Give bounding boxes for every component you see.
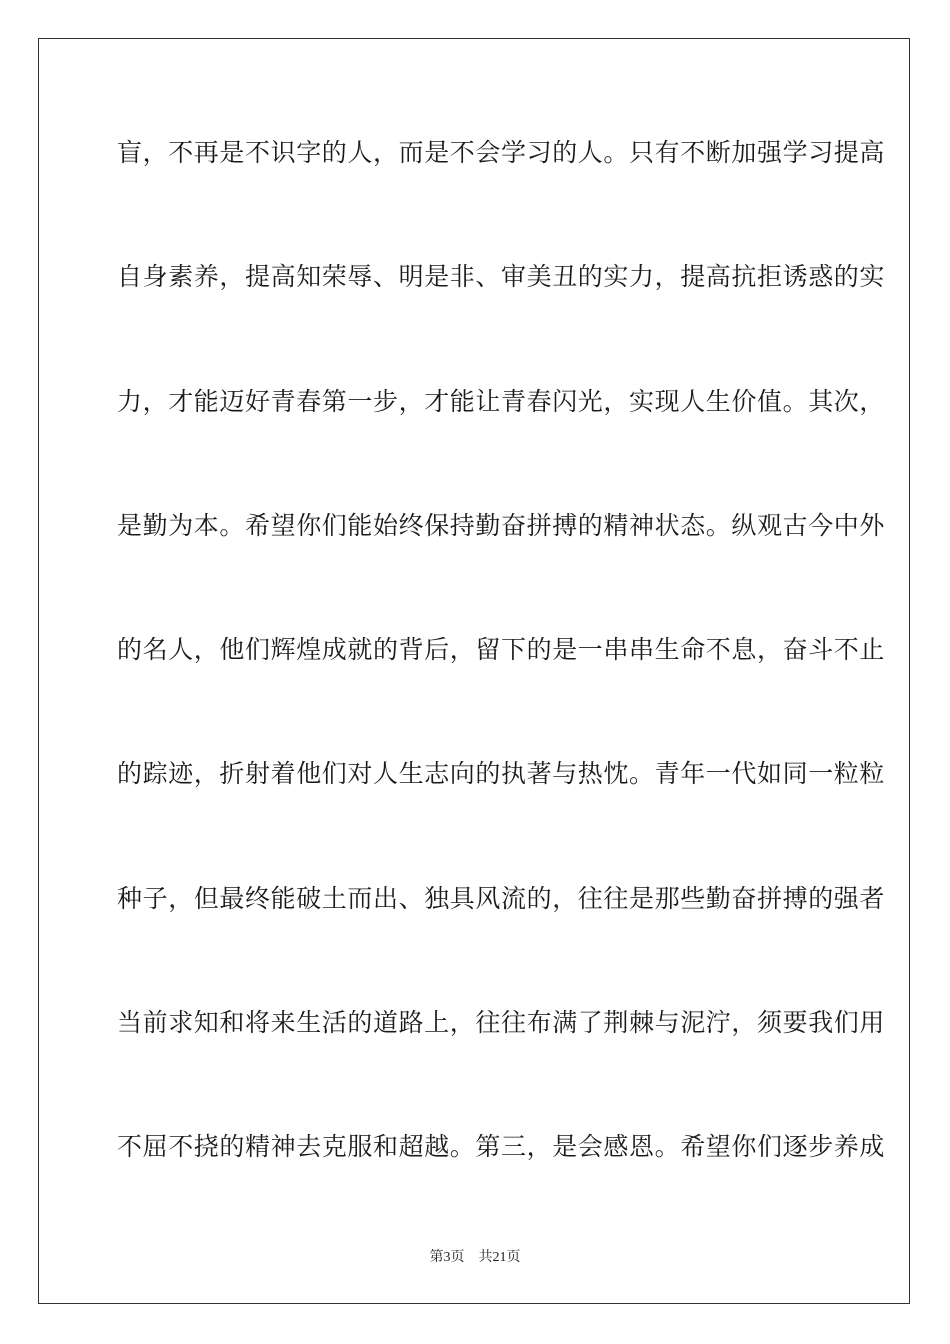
page-footer — [0, 1246, 950, 1266]
text-line-2: 自身素养，提高知荣辱、明是非、审美丑的实力，提高抗拒诱惑的实 — [117, 262, 886, 292]
text-line-7: 种子，但最终能破土而出、独具风流的，往往是那些勤奋拼搏的强者 — [117, 883, 886, 913]
page-number-current: 第3页 — [429, 1250, 465, 1265]
text-line-1: 盲，不再是不识字的人，而是不会学习的人。只有不断加强学习提高 — [117, 138, 886, 167]
text-line-4: 是勤为本。希望你们能始终保持勤奋拼搏的精神状态。纵观古今中外 — [117, 510, 886, 540]
text-line-5: 的名人，他们辉煌成就的背后，留下的是一串串生命不息，奋斗不止 — [117, 635, 886, 665]
document-body — [117, 131, 886, 1250]
text-line-9: 不屈不挠的精神去克服和超越。第三，是会感恩。希望你们逐步养成 — [117, 1132, 886, 1162]
page-number-total: 共21页 — [478, 1250, 521, 1265]
text-line-6: 的踪迹，折射着他们对人生志向的执著与热忱。青年一代如同一粒粒 — [117, 759, 886, 789]
text-line-3: 力，才能迈好青春第一步，才能让青春闪光，实现人生价值。其次， — [117, 386, 886, 416]
text-line-8: 当前求知和将来生活的道路上，往往布满了荆棘与泥泞，须要我们用 — [117, 1008, 886, 1038]
